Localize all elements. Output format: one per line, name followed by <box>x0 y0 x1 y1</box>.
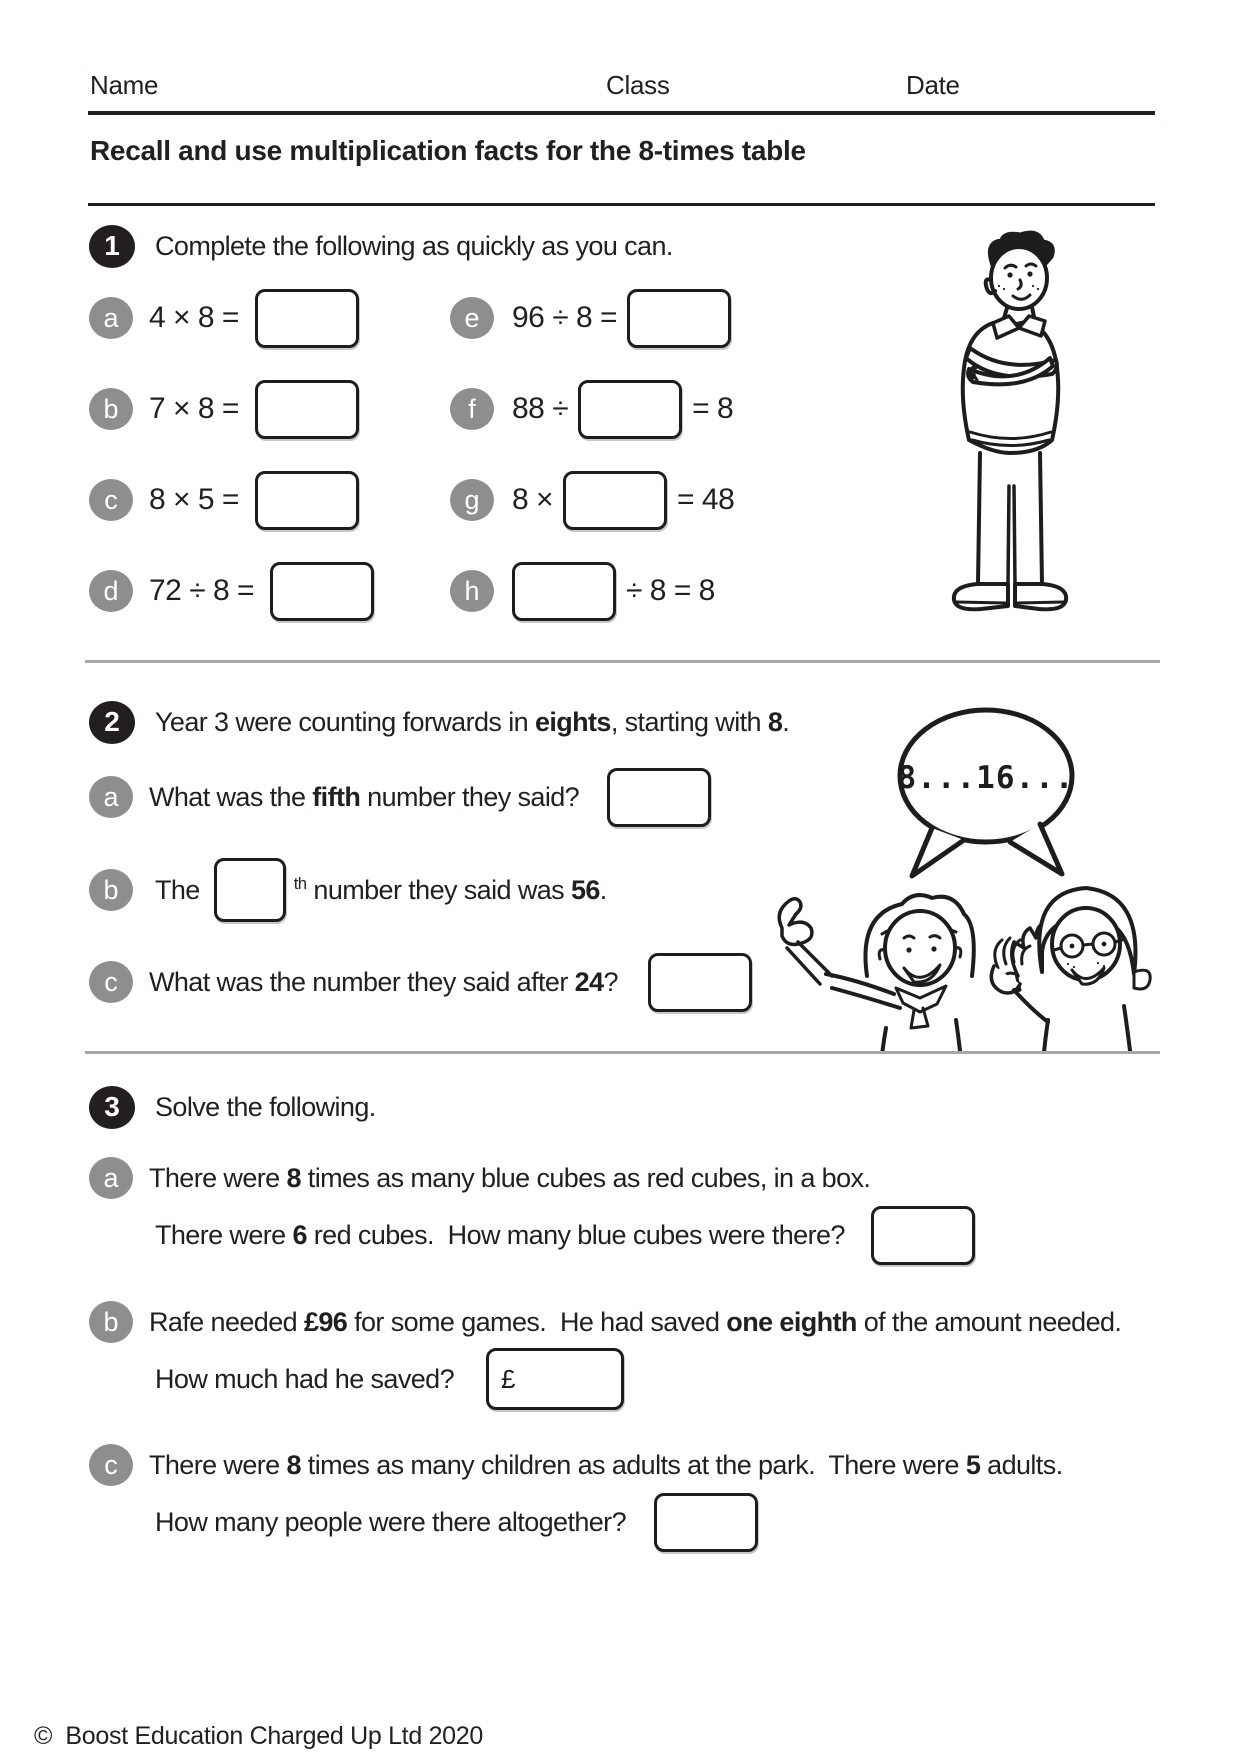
q1-row-f <box>450 374 733 444</box>
q1-row-a <box>89 283 359 353</box>
q1d-letter-badge: d <box>89 570 133 612</box>
section-divider-1 <box>85 660 1160 663</box>
q2-row-a <box>89 762 711 832</box>
q1f-equation-pre: 88 ÷ <box>512 392 569 425</box>
class-label: Class <box>606 70 670 100</box>
q1c-letter-badge: c <box>89 479 133 521</box>
q1c-answer-box[interactable] <box>255 471 359 530</box>
q3-row-b-line2 <box>155 1344 624 1414</box>
q1a-answer-box[interactable] <box>255 289 359 348</box>
q1a-equation-pre: 4 × 8 = <box>149 301 239 334</box>
speech-bubble-illustration <box>890 700 1090 886</box>
q1-header <box>89 211 673 281</box>
q1-row-b <box>89 374 359 444</box>
q3a-text-line1: There were 8 times as many blue cubes as red cubes, in a box. <box>149 1162 871 1193</box>
q3c-letter-badge: c <box>89 1444 133 1486</box>
q1-prompt: Complete the following as quickly as you can. <box>155 230 673 261</box>
children-pointing-waving-illustration <box>762 876 1154 1052</box>
q1f-answer-box[interactable] <box>578 380 682 439</box>
q1-row-d <box>89 556 374 626</box>
q2b-answer-box[interactable] <box>214 858 286 922</box>
q1e-equation-pre: 96 ÷ 8 = <box>512 301 618 334</box>
q2b-question-end: $^{th}$ number they said was 56. <box>293 874 607 905</box>
speech-bubble-text: 8...16... <box>897 760 1075 796</box>
name-label: Name <box>90 70 159 100</box>
q2a-question: What was the fifth number they said? <box>149 781 580 812</box>
q3-row-a-line2 <box>155 1200 975 1270</box>
q1-number-badge: 1 <box>89 225 135 268</box>
q3-prompt: Solve the following. <box>155 1091 376 1122</box>
copyright-footer: © Boost Education Charged Up Ltd 2020 <box>34 1722 483 1750</box>
q1d-answer-box[interactable] <box>270 562 374 621</box>
q1-row-g <box>450 465 734 535</box>
q2b-question-start: The <box>155 874 200 905</box>
q1b-answer-box[interactable] <box>255 380 359 439</box>
q2c-answer-box[interactable] <box>648 953 752 1012</box>
q3c-answer-box[interactable] <box>654 1493 758 1552</box>
q1g-equation-pre: 8 × <box>512 483 554 516</box>
q3a-text-line2: There were 6 red cubes. How many blue cubes were there? <box>155 1219 845 1250</box>
header-rule <box>88 111 1155 115</box>
q1e-answer-box[interactable] <box>627 289 731 348</box>
q1h-letter-badge: h <box>450 570 494 612</box>
page-title: Recall and use multiplication facts for the 8-times table <box>90 135 806 166</box>
q2c-letter-badge: c <box>89 961 133 1003</box>
q1-row-e <box>450 283 731 353</box>
section-divider-2 <box>85 1051 1160 1054</box>
q1a-letter-badge: a <box>89 297 133 339</box>
q1f-letter-badge: f <box>450 388 494 430</box>
q1g-equation-post: = 48 <box>677 483 735 516</box>
q3b-text-line1: Rafe needed £96 for some games. He had saved one eighth of the amount needed. <box>149 1306 1122 1337</box>
q2a-letter-badge: a <box>89 776 133 818</box>
q3a-answer-box[interactable] <box>871 1206 975 1265</box>
title-rule <box>88 203 1155 206</box>
pound-sign: £ <box>501 1363 516 1394</box>
q3c-text-line1: There were 8 times as many children as adults at the park. There were 5 adults. <box>149 1449 1063 1480</box>
q2-intro: Year 3 were counting forwards in eights, starting with 8. <box>155 706 790 737</box>
q3b-letter-badge: b <box>89 1301 133 1343</box>
q3c-text-line2: How many people were there altogether? <box>155 1506 626 1537</box>
q1b-equation-pre: 7 × 8 = <box>149 392 239 425</box>
q3-row-c-line2 <box>155 1487 758 1557</box>
q3b-text-line2: How much had he saved? <box>155 1363 454 1394</box>
q1d-equation-pre: 72 ÷ 8 = <box>149 574 255 607</box>
q3-header <box>89 1072 376 1142</box>
q3b-answer-box[interactable] <box>486 1348 624 1410</box>
q1b-letter-badge: b <box>89 388 133 430</box>
q1h-answer-box[interactable] <box>512 562 616 621</box>
q2-row-b <box>89 855 607 925</box>
date-label: Date <box>906 70 960 100</box>
q1e-letter-badge: e <box>450 297 494 339</box>
q2-row-c <box>89 947 752 1017</box>
q1h-equation-post: ÷ 8 = 8 <box>626 574 715 607</box>
q1-row-c <box>89 465 359 535</box>
q1-row-h <box>450 556 715 626</box>
q2b-letter-badge: b <box>89 869 133 911</box>
q2-header <box>89 687 789 757</box>
boy-arms-crossed-illustration <box>933 228 1088 633</box>
q1f-equation-post: = 8 <box>692 392 734 425</box>
q2c-question: What was the number they said after 24? <box>149 966 618 997</box>
q1c-equation-pre: 8 × 5 = <box>149 483 239 516</box>
q1g-letter-badge: g <box>450 479 494 521</box>
q2-number-badge: 2 <box>89 701 135 744</box>
q3a-letter-badge: a <box>89 1157 133 1199</box>
q3-number-badge: 3 <box>89 1086 135 1129</box>
q1g-answer-box[interactable] <box>563 471 667 530</box>
q2a-answer-box[interactable] <box>607 768 711 827</box>
